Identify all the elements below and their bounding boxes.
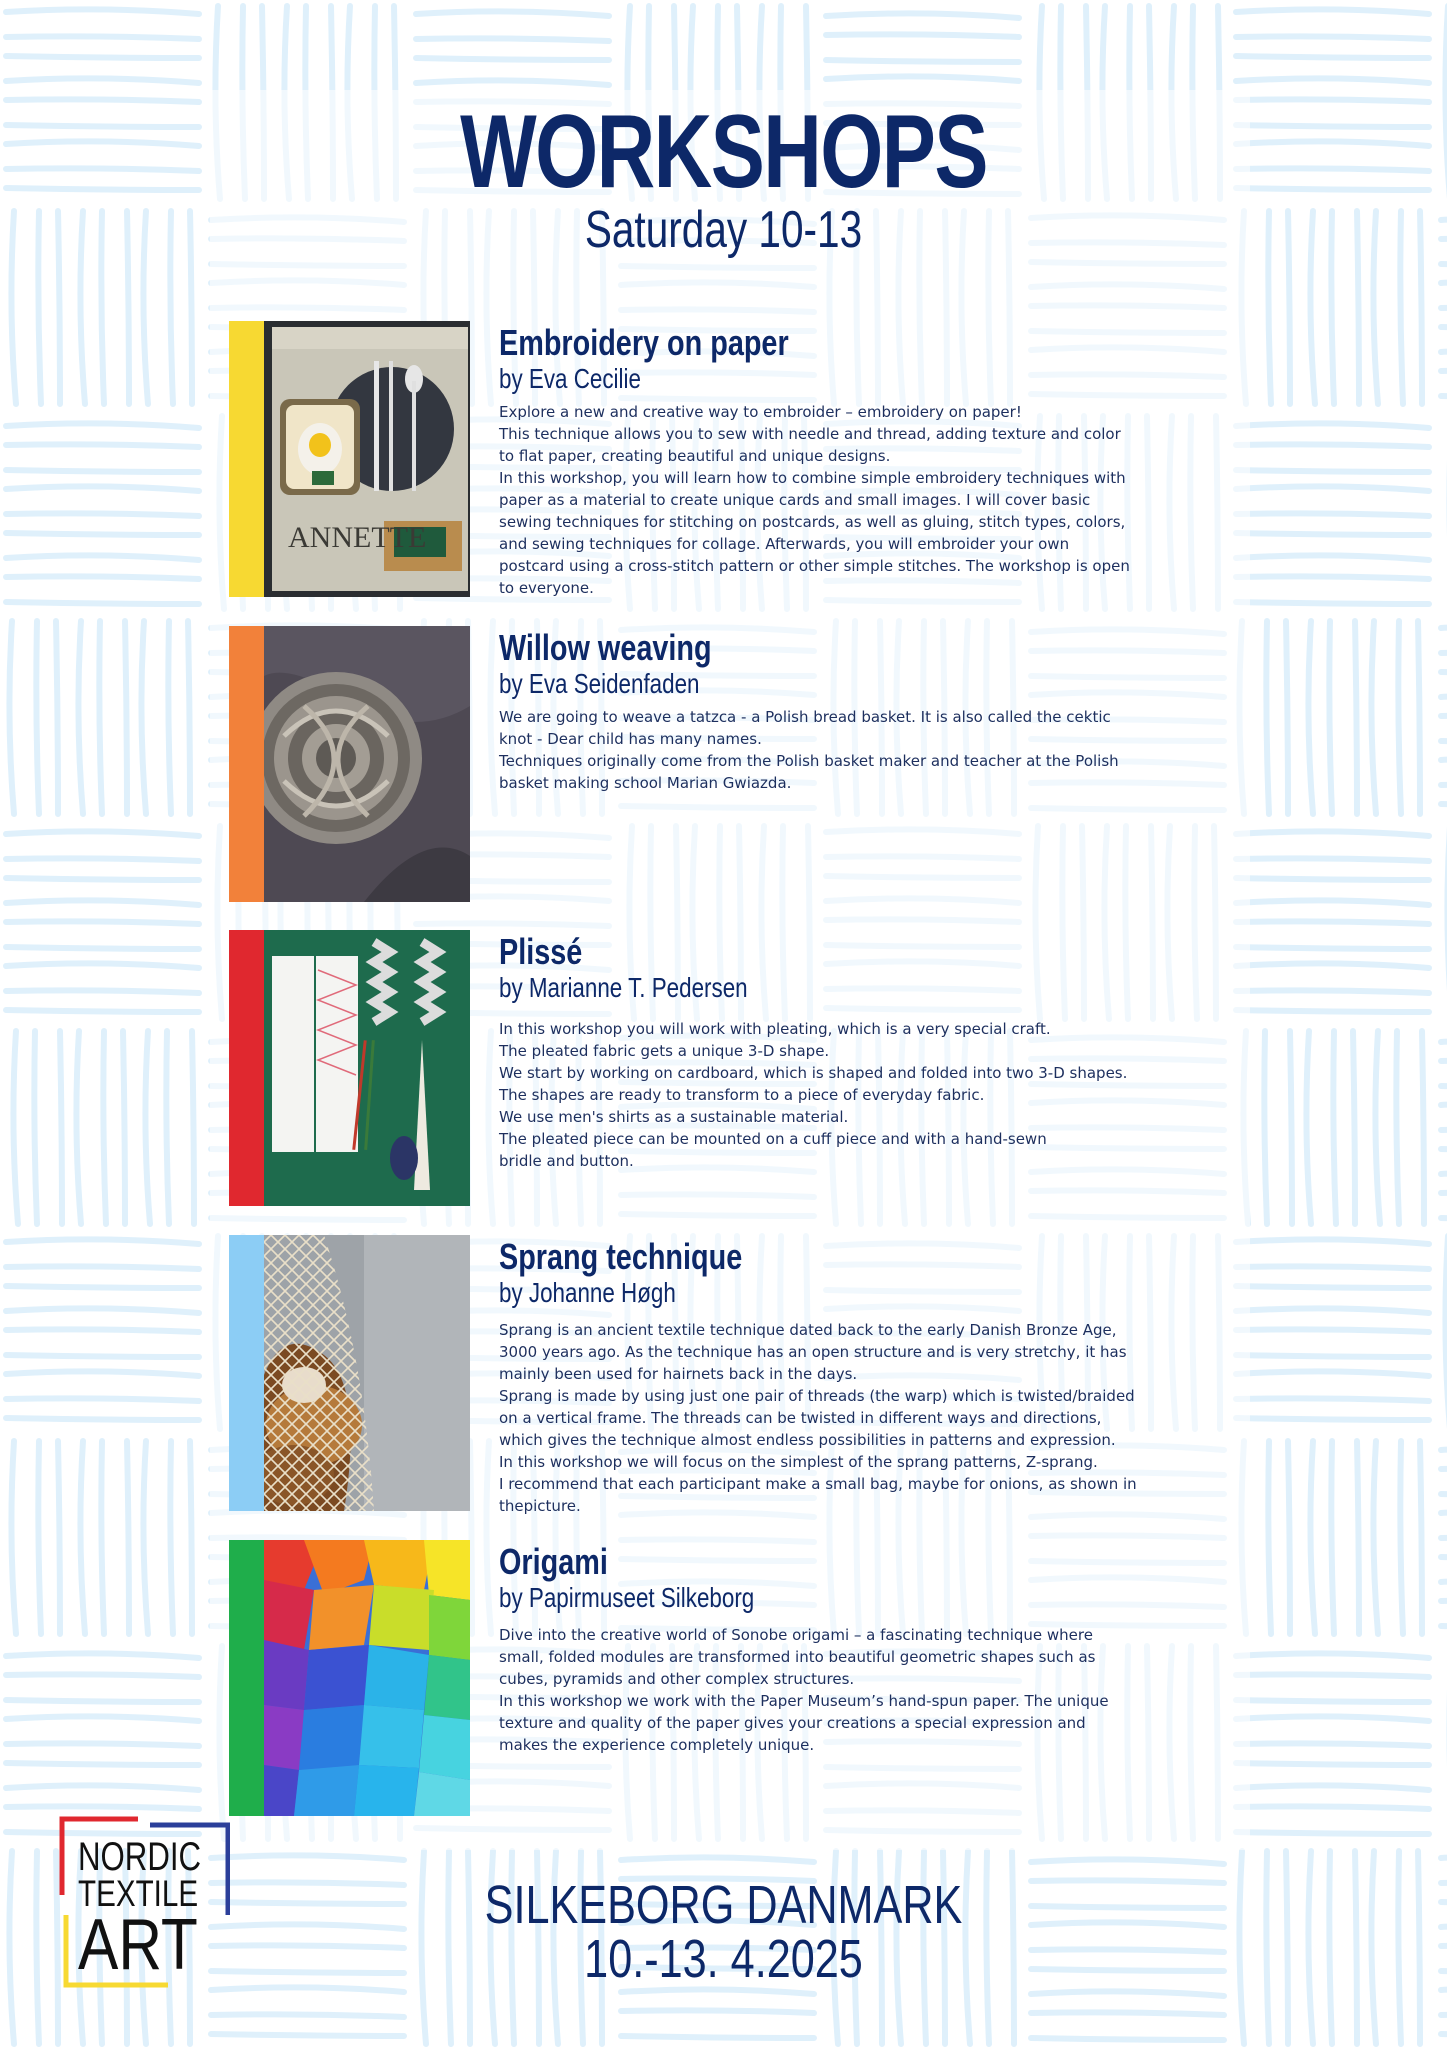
workshop-text <box>499 323 1139 599</box>
background-stroke <box>1441 264 1447 266</box>
background-stroke <box>1441 652 1447 655</box>
background-stroke <box>211 2034 404 2036</box>
background-stroke <box>6 486 199 491</box>
workshop-author: by Johanne Høgh <box>499 1277 676 1308</box>
background-stroke <box>1396 1031 1399 1224</box>
background-stroke <box>1236 576 1429 579</box>
background-stroke <box>123 1031 125 1224</box>
background-stroke <box>621 2036 814 2038</box>
background-stroke <box>1031 1991 1224 1996</box>
background-stroke <box>211 1987 404 1992</box>
background-stroke <box>1441 1039 1447 1044</box>
background-stroke <box>1331 1441 1334 1634</box>
background-stroke <box>6 602 199 604</box>
background-stroke <box>1236 990 1429 993</box>
logo-line-2: TEXTILE <box>78 1873 199 1914</box>
background-stroke <box>1441 1192 1447 1195</box>
background-stroke <box>1288 211 1290 404</box>
color-bar <box>229 930 264 1206</box>
background-stroke <box>416 38 609 41</box>
workshop-plisse <box>229 930 1239 1206</box>
background-stroke <box>125 621 127 814</box>
description-paragraph: bridle and button. <box>499 1152 634 1170</box>
background-stroke <box>1441 2014 1447 2017</box>
background-stroke <box>1236 878 1429 880</box>
background-stroke <box>1236 1832 1429 1834</box>
background-stroke <box>1236 533 1429 535</box>
background-stroke <box>38 1441 41 1634</box>
background-stroke <box>1373 211 1378 404</box>
workshop-sprang <box>229 1235 1239 1515</box>
workshop-title: Plissé <box>499 931 583 972</box>
background-stroke <box>1441 625 1447 630</box>
background-stroke <box>1236 1266 1429 1269</box>
background-stroke <box>6 1716 199 1721</box>
background-stroke <box>6 36 199 39</box>
background-stroke <box>103 1031 106 1224</box>
background-stroke <box>1236 78 1429 83</box>
background-stroke <box>1353 1031 1355 1224</box>
description-paragraph: This technique allows you to sew with needle and thread, adding texture and color to flat paper, creating beautiful and unique designs. <box>499 425 1121 465</box>
background-stroke <box>1236 56 1429 58</box>
workshop-author: by Eva Seidenfaden <box>499 668 700 699</box>
description-paragraph: We start by working on cardboard, which is shaped and folded into two 3-D shapes. <box>499 1064 1128 1082</box>
workshop-description <box>499 1319 1139 1517</box>
background-stroke <box>1236 1308 1429 1313</box>
background-stroke <box>1308 621 1313 814</box>
background-stroke <box>1236 1398 1429 1401</box>
sprang-bag-photo <box>264 1235 470 1511</box>
background-stroke <box>1236 1763 1429 1765</box>
background-stroke <box>1441 1902 1447 1904</box>
background-stroke <box>1031 2012 1224 2015</box>
background-stroke <box>1441 672 1447 674</box>
background-stroke <box>1441 1510 1447 1515</box>
background-stroke <box>13 1031 18 1224</box>
background-stroke <box>6 1239 199 1244</box>
background-stroke <box>60 1031 62 1224</box>
origami-photo <box>264 1540 470 1816</box>
background-stroke <box>6 1743 199 1746</box>
background-stroke <box>6 1010 199 1012</box>
background-stroke <box>1398 621 1401 814</box>
background-stroke <box>1286 621 1288 814</box>
background-stroke <box>1375 1031 1380 1224</box>
background-stroke <box>1306 1031 1311 1224</box>
willow-basket-photo <box>264 626 470 902</box>
description-paragraph: Sprang is made by using just one pair of threads (the warp) which is twisted/braided on a vertical frame. The threads can be twisted in different ways and directions, which gives the technique almost endless possibilities in patterns and expression. <box>499 1387 1135 1449</box>
logo-line-1: NORDIC <box>78 1835 202 1879</box>
background-stroke <box>1236 1785 1429 1790</box>
background-stroke <box>1441 1149 1447 1151</box>
background-stroke <box>1355 621 1357 814</box>
background-stroke <box>6 1806 199 1809</box>
background-stroke <box>11 1441 16 1634</box>
description-paragraph: In this workshop we will focus on the simplest of the sprang patterns, Z-sprang. <box>499 1453 1098 1471</box>
background-stroke <box>127 1441 129 1634</box>
background-stroke <box>1441 741 1447 743</box>
background-stroke <box>6 900 199 905</box>
background-stroke <box>6 1371 199 1376</box>
background-stroke <box>1288 1441 1290 1634</box>
background-stroke <box>1236 444 1429 447</box>
background-stroke <box>1290 1031 1292 1224</box>
background-stroke <box>9 621 14 814</box>
background-stroke <box>1441 1102 1447 1107</box>
background-stroke <box>1441 1600 1447 1603</box>
background-stroke <box>58 211 60 404</box>
background-stroke <box>1236 1286 1429 1288</box>
background-stroke <box>170 1441 173 1634</box>
background-stroke <box>1236 602 1429 604</box>
background-stroke <box>6 1286 199 1288</box>
background-stroke <box>211 1855 404 1860</box>
background-stroke <box>6 1355 199 1357</box>
background-stroke <box>1441 2034 1447 2036</box>
background-stroke <box>1441 1557 1447 1559</box>
background-stroke <box>6 831 199 836</box>
background-stroke <box>1441 1171 1447 1176</box>
background-stroke <box>1400 211 1403 404</box>
workshop-text <box>499 1237 1139 1517</box>
color-bar <box>229 321 264 597</box>
background-stroke <box>1441 1447 1447 1452</box>
background-stroke <box>101 1441 104 1634</box>
background-stroke <box>1236 470 1429 472</box>
background-stroke <box>1441 1971 1447 1973</box>
background-stroke <box>145 1031 150 1224</box>
background-stroke <box>1310 211 1315 404</box>
background-stroke <box>1329 1851 1332 2044</box>
photo-caption: ANNETTE <box>288 521 427 554</box>
background-stroke <box>6 513 199 516</box>
background-stroke <box>1441 238 1447 241</box>
background-stroke <box>6 947 199 949</box>
workshop-embroidery <box>229 321 1239 597</box>
workshop-text <box>499 1542 1139 1756</box>
background-stroke <box>1236 1239 1429 1244</box>
color-bar <box>229 626 264 902</box>
background-stroke <box>1310 1441 1315 1634</box>
background-stroke <box>6 78 199 83</box>
background-stroke <box>6 533 199 535</box>
background-stroke <box>1441 1924 1447 1929</box>
background-stroke <box>1441 280 1447 285</box>
background-stroke <box>1236 947 1429 949</box>
background-stroke <box>1236 1010 1429 1012</box>
background-stroke <box>6 9 199 14</box>
background-stroke <box>1441 804 1447 806</box>
background-stroke <box>11 211 16 404</box>
background-stroke <box>188 621 190 814</box>
background-stroke <box>1441 784 1447 787</box>
description-paragraph: The pleated fabric gets a unique 3-D shape. <box>499 1042 830 1060</box>
background-stroke <box>1236 1674 1429 1677</box>
description-paragraph: I recommend that each participant make a small bag, maybe for onions, as shown in thepicture. <box>499 1475 1137 1515</box>
description-paragraph: Explore a new and creative way to embroider – embroidery on paper! <box>499 403 1022 421</box>
background-stroke <box>1441 396 1447 398</box>
background-stroke <box>1441 1579 1447 1584</box>
background-stroke <box>1441 1987 1447 1992</box>
background-stroke <box>1236 858 1429 861</box>
background-stroke <box>1236 1743 1429 1746</box>
background-stroke <box>6 921 199 924</box>
embroidery-photo <box>264 321 470 597</box>
background-stroke <box>80 211 85 404</box>
background-stroke <box>1236 9 1429 14</box>
background-stroke <box>6 1674 199 1677</box>
background-stroke <box>1373 1441 1378 1634</box>
background-stroke <box>826 60 1019 62</box>
description-paragraph: Sprang is an ancient textile technique dated back to the early Danish Bronze Age, 3000 years ago. As the technique has an open structure and is very stretchy, it has mainly been used for hairnets back in the days. <box>499 1321 1127 1383</box>
background-stroke <box>78 621 83 814</box>
background-stroke <box>56 621 58 814</box>
background-stroke <box>1236 555 1429 560</box>
page-subtitle: Saturday 10-13 <box>584 201 863 259</box>
background-stroke <box>826 13 1019 18</box>
background-stroke <box>1371 621 1376 814</box>
background-stroke <box>1422 1031 1424 1224</box>
background-stroke <box>6 1398 199 1401</box>
workshop-origami <box>229 1540 1239 1816</box>
background-stroke <box>1236 921 1429 924</box>
background-stroke <box>1441 1537 1447 1540</box>
background-stroke <box>416 80 609 85</box>
background-stroke <box>1331 211 1334 404</box>
background-stroke <box>1420 1441 1422 1634</box>
background-stroke <box>1236 831 1429 836</box>
background-stroke <box>1441 715 1447 718</box>
background-stroke <box>1420 211 1422 404</box>
background-stroke <box>1236 1806 1429 1809</box>
background-stroke <box>127 211 129 404</box>
background-stroke <box>826 76 1019 81</box>
workshop-text <box>499 628 1139 794</box>
background-stroke <box>6 1308 199 1313</box>
background-stroke <box>1398 1851 1401 2044</box>
background-stroke <box>1441 1626 1447 1628</box>
background-stroke <box>141 621 146 814</box>
footer-location: SILKEBORG DANMARK <box>484 1875 963 1935</box>
workshop-author: by Marianne T. Pedersen <box>499 972 748 1003</box>
background-stroke <box>6 576 199 579</box>
background-stroke <box>1441 1494 1447 1496</box>
background-stroke <box>1236 963 1429 968</box>
background-stroke <box>621 1857 814 1862</box>
background-stroke <box>1236 36 1429 39</box>
background-stroke <box>1355 1851 1357 2044</box>
background-stroke <box>1441 1882 1447 1885</box>
color-bar <box>229 1540 264 1816</box>
background-stroke <box>6 1418 199 1420</box>
background-stroke <box>6 1329 199 1332</box>
background-stroke <box>6 444 199 447</box>
background-stroke <box>1441 1086 1447 1088</box>
background-stroke <box>1357 1441 1359 1634</box>
background-stroke <box>1236 1418 1429 1420</box>
background-stroke <box>1329 621 1332 814</box>
background-stroke <box>1441 1855 1447 1860</box>
page-title: WORKSHOPS <box>460 94 987 210</box>
description-paragraph: Techniques originally come from the Polish basket maker and teacher at the Polish basket making school Marian Gwiazda. <box>499 752 1119 792</box>
background-stroke <box>6 858 199 861</box>
background-stroke <box>1371 1851 1376 2044</box>
background-stroke <box>1333 1031 1336 1224</box>
workshop-description <box>499 706 1139 794</box>
background-stroke <box>1441 327 1447 329</box>
background-stroke <box>38 211 41 404</box>
background-stroke <box>9 1851 14 2044</box>
workshop-title: Origami <box>499 1541 608 1582</box>
background-stroke <box>1236 1700 1429 1702</box>
color-bar <box>229 1235 264 1511</box>
background-stroke <box>1236 423 1429 428</box>
background-stroke <box>168 621 171 814</box>
description-paragraph: In this workshop you will work with pleating, which is a very special craft. <box>499 1020 1051 1038</box>
workshop-description <box>499 1018 1139 1172</box>
background-stroke <box>1236 900 1429 905</box>
background-stroke <box>621 2010 814 2013</box>
workshop-description <box>499 401 1139 599</box>
workshop-title: Sprang technique <box>499 1236 743 1277</box>
background-stroke <box>99 621 102 814</box>
workshop-title: Willow weaving <box>499 627 712 668</box>
background-stroke <box>6 963 199 968</box>
background-stroke <box>1418 1851 1420 2044</box>
background-stroke <box>1308 1851 1313 2044</box>
background-stroke <box>1031 2038 1224 2040</box>
background-stroke <box>1031 1859 1224 1864</box>
background-stroke <box>101 211 104 404</box>
background-stroke <box>1236 1653 1429 1658</box>
background-stroke <box>1236 486 1429 491</box>
background-stroke <box>6 56 199 58</box>
footer-dates: 10.-13. 4.2025 <box>584 1929 863 1989</box>
background-stroke <box>190 1441 192 1634</box>
background-stroke <box>143 1441 148 1634</box>
background-stroke <box>826 34 1019 37</box>
background-stroke <box>143 211 148 404</box>
background-stroke <box>6 1700 199 1702</box>
background-stroke <box>36 621 39 814</box>
background-stroke <box>621 1989 814 1994</box>
background-stroke <box>58 1441 60 1634</box>
background-stroke <box>6 878 199 880</box>
workshop-description <box>499 1624 1139 1756</box>
background-stroke <box>1268 1441 1271 1634</box>
background-stroke <box>1441 1060 1447 1063</box>
background-stroke <box>211 2014 404 2017</box>
background-stroke <box>34 1031 37 1224</box>
background-stroke <box>192 1031 194 1224</box>
background-stroke <box>6 423 199 428</box>
background-stroke <box>6 990 199 993</box>
description-paragraph: In this workshop, you will learn how to combine simple embroidery techniques with paper as a material to create unique cards and small images. I will cover basic sewing techniques for stitching on postcards, as well as gluing, stitch types, colors, and sewing techniques for collage. Afterwards, you will embroider your own postcard using a cross-stitch pattern or other simple stitches. The workshop is open to everyone. <box>499 469 1130 597</box>
background-stroke <box>6 1785 199 1790</box>
background-stroke <box>1264 1031 1267 1224</box>
background-stroke <box>1441 349 1447 354</box>
workshop-author: by Papirmuseet Silkeborg <box>499 1582 755 1613</box>
description-paragraph: We are going to weave a tatzca - a Polish bread basket. It is also called the cektic knot - Dear child has many names. <box>499 708 1111 748</box>
background-stroke <box>6 1763 199 1765</box>
background-stroke <box>1441 1945 1447 1948</box>
background-stroke <box>1357 211 1359 404</box>
background-stroke <box>1441 370 1447 373</box>
background-stroke <box>166 1031 169 1224</box>
background-stroke <box>6 555 199 560</box>
description-paragraph: In this workshop we work with the Paper Museum’s hand-spun paper. The unique texture and quality of the paper gives your creations a special expression and makes the experience completely unique. <box>499 1692 1109 1754</box>
pleating-photo <box>264 930 470 1206</box>
background-stroke <box>1441 757 1447 762</box>
background-stroke <box>1418 621 1420 814</box>
background-stroke <box>6 1266 199 1269</box>
background-stroke <box>36 1851 39 2044</box>
workshop-title: Embroidery on paper <box>499 322 789 363</box>
background-stroke <box>1236 513 1429 516</box>
background-stroke <box>1266 621 1269 814</box>
background-stroke <box>1400 1441 1403 1634</box>
background-stroke <box>1441 217 1447 222</box>
description-paragraph: Dive into the creative world of Sonobe origami – a fascinating technique where small, folded modules are transformed into beautiful geometric shapes such as cubes, pyramids and other complex structures. <box>499 1626 1096 1688</box>
description-paragraph: The shapes are ready to transform to a piece of everyday fabric. <box>499 1086 985 1104</box>
background-stroke <box>6 470 199 472</box>
description-paragraph: The pleated piece can be mounted on a cuff piece and with a hand-sewn <box>499 1130 1047 1148</box>
background-stroke <box>6 1653 199 1658</box>
background-stroke <box>1236 1355 1429 1357</box>
background-stroke <box>76 1031 81 1224</box>
description-paragraph: We use men's shirts as a sustainable material. <box>499 1108 849 1126</box>
background-stroke <box>80 1441 85 1634</box>
background-stroke <box>1441 694 1447 699</box>
background-stroke <box>1441 1218 1447 1220</box>
background-stroke <box>1236 1371 1429 1376</box>
background-stroke <box>1236 1329 1429 1332</box>
workshop-text <box>499 932 1139 1172</box>
background-stroke <box>1236 1716 1429 1721</box>
logo-line-3: ART <box>78 1905 198 1985</box>
background-stroke <box>1441 307 1447 310</box>
background-stroke <box>1441 1468 1447 1471</box>
workshop-willow-weaving <box>229 626 1239 902</box>
background-stroke <box>416 11 609 16</box>
background-stroke <box>1441 1129 1447 1132</box>
workshop-author: by Eva Cecilie <box>499 363 641 394</box>
background-stroke <box>416 58 609 60</box>
